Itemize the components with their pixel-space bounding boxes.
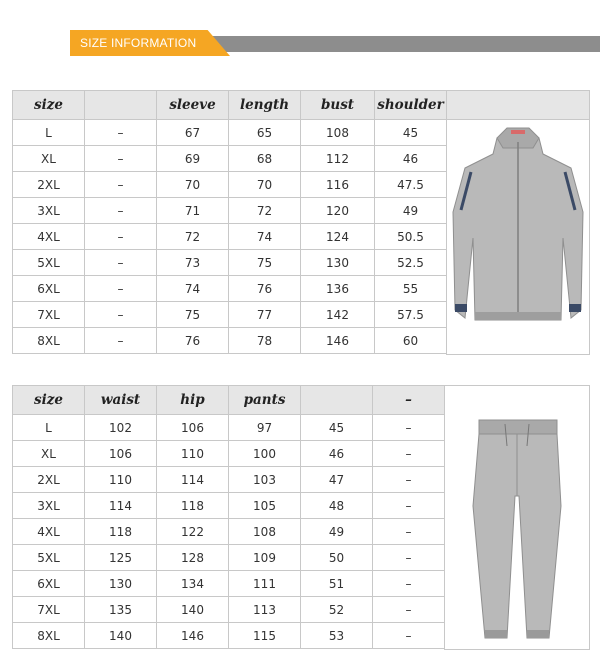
top-cell: 50.5 [375, 224, 447, 250]
table-row [13, 328, 447, 354]
top-cell: 69 [157, 146, 229, 172]
bottom-cell: 128 [157, 545, 229, 571]
top-cell: L [13, 120, 85, 146]
top-cell: 6XL [13, 276, 85, 302]
top-cell: 2XL [13, 172, 85, 198]
bottom-cell: – [373, 519, 445, 545]
bottom-cell: – [373, 441, 445, 467]
top-cell: 146 [301, 328, 375, 354]
bottom-cell: 140 [85, 623, 157, 649]
pants-image-cell [444, 385, 590, 650]
top-cell: 78 [229, 328, 301, 354]
table-row [13, 302, 447, 328]
bottom-cell: 48 [301, 493, 373, 519]
bottom-cell: 109 [229, 545, 301, 571]
bottom-cell: 49 [301, 519, 373, 545]
bottom-cell: 106 [85, 441, 157, 467]
table-row [13, 519, 445, 545]
table-row [13, 545, 445, 571]
top-cell: 7XL [13, 302, 85, 328]
top-header-sleeve: sleeve [157, 91, 229, 120]
bottom-cell: 5XL [13, 545, 85, 571]
top-cell: – [85, 250, 157, 276]
bottom-header-col4 [301, 386, 373, 415]
banner-title: SIZE INFORMATION [80, 36, 197, 50]
top-cell: 130 [301, 250, 375, 276]
bottom-size-table [12, 385, 445, 649]
top-cell: 49 [375, 198, 447, 224]
top-cell: 76 [157, 328, 229, 354]
bottom-cell: 47 [301, 467, 373, 493]
jacket-image [447, 120, 589, 354]
bottom-cell: 125 [85, 545, 157, 571]
table-row [13, 467, 445, 493]
top-cell: 142 [301, 302, 375, 328]
table-row [13, 172, 447, 198]
top-cell: – [85, 146, 157, 172]
top-cell: – [85, 198, 157, 224]
top-cell: 71 [157, 198, 229, 224]
top-cell: – [85, 302, 157, 328]
bottom-cell: 102 [85, 415, 157, 441]
bottom-cell: 4XL [13, 519, 85, 545]
table-row [13, 146, 447, 172]
top-cell: – [85, 172, 157, 198]
top-cell: 120 [301, 198, 375, 224]
top-cell: 67 [157, 120, 229, 146]
top-cell: – [85, 276, 157, 302]
bottom-cell: 105 [229, 493, 301, 519]
bottom-cell: L [13, 415, 85, 441]
bottom-cell: 108 [229, 519, 301, 545]
bottom-cell: – [373, 597, 445, 623]
bottom-header-col5: – [373, 386, 445, 415]
top-cell: 72 [157, 224, 229, 250]
top-cell: 75 [229, 250, 301, 276]
pants-image [445, 386, 589, 649]
table-row [13, 224, 447, 250]
bottom-cell: 134 [157, 571, 229, 597]
top-cell: 74 [157, 276, 229, 302]
table-row [13, 623, 445, 649]
top-cell: 47.5 [375, 172, 447, 198]
top-cell: 4XL [13, 224, 85, 250]
table-row [13, 120, 447, 146]
bottom-header-hip: hip [157, 386, 229, 415]
bottom-cell: 135 [85, 597, 157, 623]
table-row [13, 493, 445, 519]
bottom-cell: 110 [157, 441, 229, 467]
top-cell: 60 [375, 328, 447, 354]
top-cell: – [85, 328, 157, 354]
top-header-row [13, 91, 447, 120]
top-cell: 45 [375, 120, 447, 146]
bottom-cell: – [373, 467, 445, 493]
top-cell: 46 [375, 146, 447, 172]
top-cell: 5XL [13, 250, 85, 276]
top-cell: 76 [229, 276, 301, 302]
bottom-cell: 97 [229, 415, 301, 441]
bottom-cell: 140 [157, 597, 229, 623]
bottom-cell: 51 [301, 571, 373, 597]
bottom-cell: 7XL [13, 597, 85, 623]
size-info-banner [0, 30, 600, 56]
top-cell: 57.5 [375, 302, 447, 328]
bottom-cell: 118 [157, 493, 229, 519]
top-cell: – [85, 120, 157, 146]
top-cell: – [85, 224, 157, 250]
bottom-cell: 103 [229, 467, 301, 493]
top-cell: 72 [229, 198, 301, 224]
table-row [13, 597, 445, 623]
top-cell: 77 [229, 302, 301, 328]
jacket-image-header [447, 91, 589, 120]
top-cell: XL [13, 146, 85, 172]
bottom-header-row [13, 386, 445, 415]
top-cell: 74 [229, 224, 301, 250]
bottom-cell: – [373, 571, 445, 597]
bottom-cell: 106 [157, 415, 229, 441]
top-cell: 52.5 [375, 250, 447, 276]
bottom-cell: 46 [301, 441, 373, 467]
top-cell: 8XL [13, 328, 85, 354]
bottom-cell: 3XL [13, 493, 85, 519]
top-header-shoulder: shoulder [375, 91, 447, 120]
bottom-cell: 100 [229, 441, 301, 467]
top-header-bust: bust [301, 91, 375, 120]
table-row [13, 276, 447, 302]
top-cell: 65 [229, 120, 301, 146]
bottom-cell: 50 [301, 545, 373, 571]
bottom-cell: 114 [85, 493, 157, 519]
bottom-cell: – [373, 415, 445, 441]
bottom-cell: – [373, 493, 445, 519]
top-cell: 112 [301, 146, 375, 172]
bottom-cell: 146 [157, 623, 229, 649]
top-cell: 136 [301, 276, 375, 302]
top-cell: 3XL [13, 198, 85, 224]
table-row [13, 571, 445, 597]
bottom-cell: 6XL [13, 571, 85, 597]
bottom-cell: 113 [229, 597, 301, 623]
bottom-cell: 45 [301, 415, 373, 441]
bottom-cell: 114 [157, 467, 229, 493]
bottom-header-size: size [13, 386, 85, 415]
top-cell: 70 [157, 172, 229, 198]
top-header-length: length [229, 91, 301, 120]
bottom-cell: 118 [85, 519, 157, 545]
top-cell: 68 [229, 146, 301, 172]
bottom-cell: 111 [229, 571, 301, 597]
top-size-table [12, 90, 447, 354]
top-cell: 55 [375, 276, 447, 302]
bottom-cell: 8XL [13, 623, 85, 649]
top-cell: 108 [301, 120, 375, 146]
bottom-cell: 2XL [13, 467, 85, 493]
bottom-cell: XL [13, 441, 85, 467]
top-cell: 73 [157, 250, 229, 276]
jacket-image-cell [446, 90, 590, 355]
top-cell: 116 [301, 172, 375, 198]
table-row [13, 198, 447, 224]
bottom-cell: – [373, 623, 445, 649]
bottom-cell: – [373, 545, 445, 571]
bottom-cell: 115 [229, 623, 301, 649]
top-header-size: size [13, 91, 85, 120]
table-row [13, 441, 445, 467]
bottom-cell: 130 [85, 571, 157, 597]
top-header-col1 [85, 91, 157, 120]
bottom-cell: 122 [157, 519, 229, 545]
table-row [13, 415, 445, 441]
bottom-cell: 53 [301, 623, 373, 649]
bottom-header-pants: pants [229, 386, 301, 415]
table-row [13, 250, 447, 276]
bottom-cell: 52 [301, 597, 373, 623]
top-cell: 124 [301, 224, 375, 250]
top-cell: 70 [229, 172, 301, 198]
top-cell: 75 [157, 302, 229, 328]
bottom-cell: 110 [85, 467, 157, 493]
bottom-header-waist: waist [85, 386, 157, 415]
